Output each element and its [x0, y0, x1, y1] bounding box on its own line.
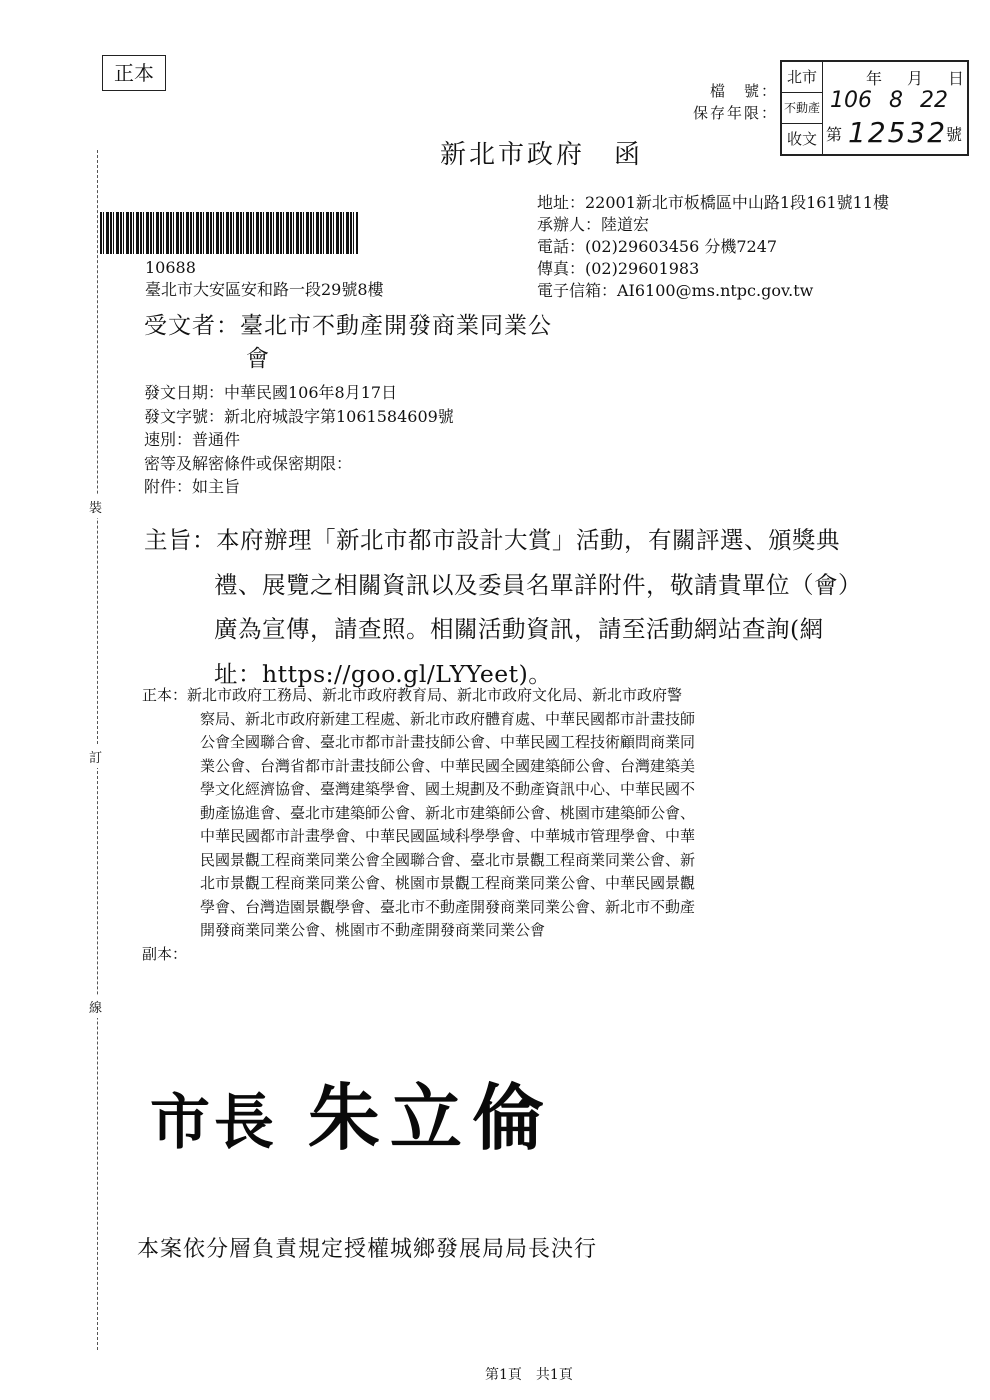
postal-code: 10688: [145, 258, 196, 277]
signature-name: 朱立倫: [308, 1075, 555, 1160]
contact-line: 電子信箱：AI6100@ms.ntpc.gov.tw: [537, 281, 814, 300]
recipient-line: 會: [246, 346, 270, 372]
retention-label: 保存年限：: [692, 104, 778, 122]
subject-line: 址：https://goo.gl/LYYeet)。: [214, 659, 553, 688]
stamp-number-suffix: 號: [946, 125, 963, 144]
contact-line: 傳真：(02)29601983: [537, 259, 700, 278]
postal-barcode: [100, 212, 358, 254]
stamp-org-line: 收文: [786, 130, 817, 148]
binding-mark: 訂: [89, 745, 102, 768]
cc-line: 中華民國都市計畫學會、中華民國區域科學學會、中華城市管理學會、中華: [200, 827, 696, 845]
original-copy-box: 正本: [102, 55, 166, 91]
cc-line: 業公會、台灣省都市計畫技師公會、中華民國全國建築師公會、台灣建築美: [200, 756, 696, 775]
subject-line: 禮、展覽之相關資訊以及委員名單詳附件，敬請貴單位（會）: [214, 570, 862, 599]
file-number-label: 檔 號：: [709, 82, 778, 100]
cc-line: 動產協進會、臺北市建築師公會、新北市建築師公會、桃園市建築師公會、: [200, 803, 696, 822]
cc-line: 學文化經濟協會、臺灣建築學會、國土規劃及不動產資訊中心、中華民國不: [200, 780, 696, 798]
contact-line: 電話：(02)29603456 分機7247: [537, 237, 778, 256]
stamp-org-line: 北市: [782, 62, 822, 93]
recipient: [144, 310, 552, 376]
distribution-list: [142, 684, 695, 966]
cc-line: 學會、台灣造園景觀學會、臺北市不動產開發商業同業公會、新北市不動產: [200, 897, 696, 916]
stamp-month-label: 月: [907, 69, 924, 88]
cc-line: 公會全國聯合會、臺北市都市計畫技師公會、中華民國工程技術顧問商業同: [200, 733, 696, 751]
stamp-year-label: 年: [866, 69, 883, 88]
binding-mark: 裝: [89, 495, 102, 518]
stamp-day-label: 日: [948, 69, 965, 88]
stamp-org: [782, 62, 823, 154]
subject: [144, 518, 862, 696]
subject-line: 廣為宣傳，請查照。相關活動資訊，請至活動網站查詢(網: [214, 615, 824, 643]
stamp-org-line: 不動產: [782, 93, 822, 124]
copy-line: 副本：: [142, 944, 188, 963]
document-meta: [144, 381, 454, 499]
issue-date: 發文日期：中華民國106年8月17日: [144, 383, 398, 402]
stamp-date-value: 106 8 22: [830, 88, 948, 113]
mayor-signature: [150, 1060, 554, 1164]
subject-line: 主旨：本府辦理「新北市都市設計大賞」活動，有關評選、頒獎典: [144, 526, 840, 554]
document-title: 新北市政府 函: [440, 140, 644, 170]
receipt-stamp: [780, 60, 969, 156]
contact-line: 承辦人：陸道宏: [537, 215, 650, 234]
contact-line: 地址：22001新北市板橋區中山路1段161號11樓: [537, 193, 889, 212]
cc-line: 正本：新北市政府工務局、新北市政府教育局、新北市政府文化局、新北市政府警: [142, 686, 683, 704]
cc-line: 北市景觀工程商業同業公會、桃園市景觀工程商業同業公會、中華民國景觀: [200, 874, 696, 892]
recipient-line: 受文者：臺北市不動產開發商業同業公: [144, 313, 552, 339]
stamp-number-value: 12532: [848, 116, 948, 149]
urgency: 速別：普通件: [144, 430, 241, 449]
stamp-number-prefix: 第: [826, 125, 843, 144]
page-number: 第1頁 共1頁: [485, 1367, 573, 1383]
street-address: 臺北市大安區安和路一段29號8樓: [145, 280, 384, 299]
delegation-note: 本案依分層負責規定授權城鄉發展局局長決行: [137, 1237, 598, 1262]
cc-line: 民國景觀工程商業同業公會全國聯合會、臺北市景觀工程商業同業公會、新: [200, 850, 696, 869]
signature-title: 市長: [150, 1088, 278, 1158]
cc-line: 察局、新北市政府新建工程處、新北市政府體育處、中華民國都市計畫技師: [200, 709, 696, 728]
cc-line: 開發商業同業公會、桃園市不動產開發商業同業公會: [200, 921, 546, 939]
confidentiality: 密等及解密條件或保密期限：: [144, 453, 353, 473]
binding-mark: 線: [89, 995, 102, 1018]
document-number: 發文字號：新北府城設字第1061584609號: [144, 406, 454, 426]
recipient-address: [145, 257, 384, 301]
sender-contact: [537, 192, 889, 302]
attachments: 附件：如主旨: [144, 477, 241, 496]
file-labels: [668, 80, 778, 124]
